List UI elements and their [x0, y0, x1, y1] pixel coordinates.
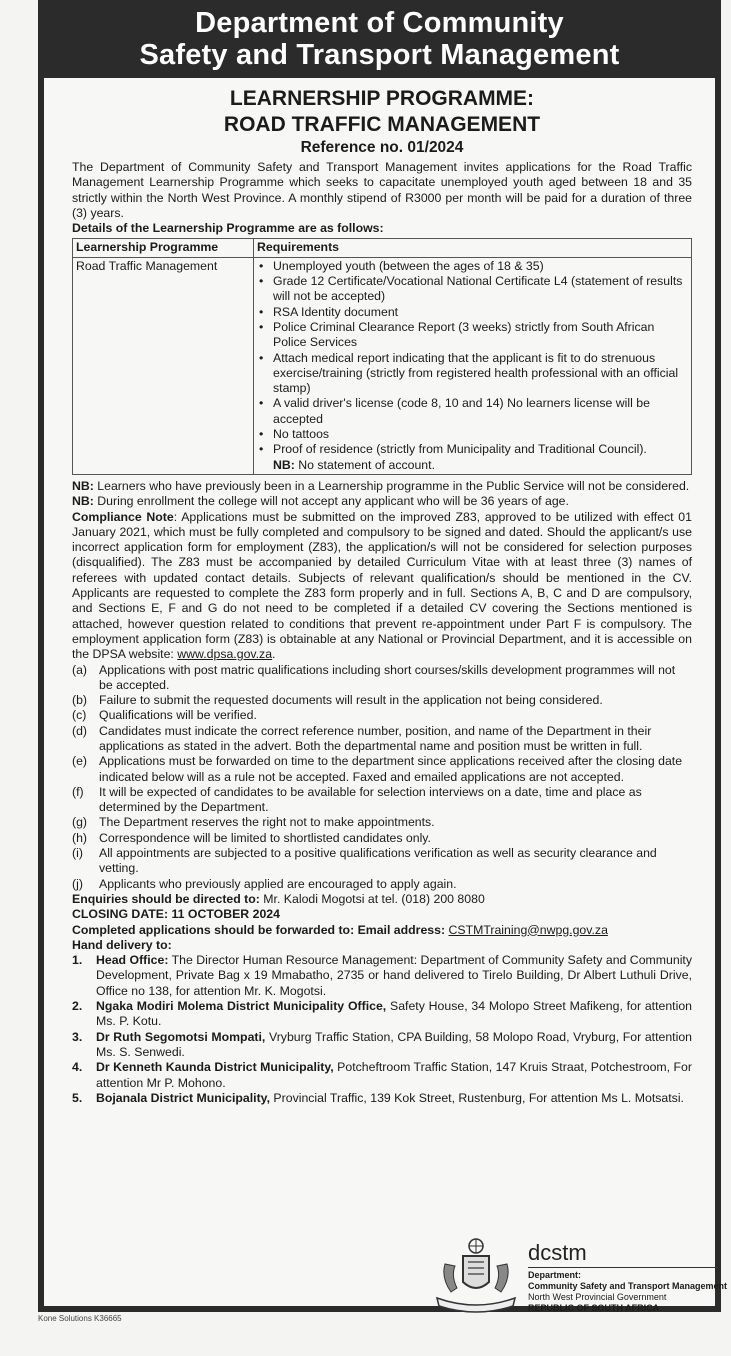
requirement-item: • Grade 12 Certificate/Vocational National Certificate L4 (statement of results will not be accepted) — [273, 274, 688, 305]
office-details: The Director Human Resource Management: Department of Community Safety and Community Development, Private Bag x 19 Mmabatho, 2735 or hand delivered to Tirelo Building, Dr Albert Luthuli Drive, Office no 138, for attention Mr. K. Mogotsi. — [96, 953, 692, 998]
requirements-cell — [254, 257, 692, 474]
condition-marker: (a) — [72, 662, 88, 677]
offices-list — [72, 953, 692, 1106]
requirement-item: • No tattoos — [273, 427, 688, 442]
table-header-row — [73, 239, 692, 257]
compliance-end: . — [272, 647, 276, 662]
condition-text: The Department reserves the right not to make appointments. — [99, 815, 435, 830]
note-text: No statement of account. — [294, 457, 435, 472]
dpsa-link[interactable]: www.dpsa.gov.za — [177, 647, 273, 662]
office-item — [72, 1030, 692, 1061]
nb-text: Learners who have previously been in a Learnership programme in the Public Service will not be considered. — [93, 478, 690, 493]
condition-text: Qualifications will be verified. — [99, 708, 257, 723]
condition-item — [72, 754, 692, 785]
condition-marker: (j) — [72, 876, 83, 891]
header-line-1: Department of Community — [195, 7, 564, 39]
condition-item — [72, 877, 692, 892]
requirements-note — [257, 458, 688, 473]
header-line-2: Safety and Transport Management — [139, 39, 620, 71]
office-name: Dr Kenneth Kaunda District Municipality, — [96, 1060, 334, 1075]
requirement-item: • Proof of residence (strictly from Municipality and Traditional Council). — [273, 442, 688, 457]
condition-text: Applications must be forwarded on time to the department since applications received after the closing date indicated below will as a rule not be accepted. Faxed and emailed applications are not accepted. — [99, 754, 683, 784]
nb-label: NB: — [72, 494, 94, 509]
office-name: Bojanala District Municipality, — [96, 1090, 271, 1105]
nb-text: During enrollment the college will not accept any applicant who will be 36 years of age. — [93, 494, 569, 509]
advert-body — [72, 86, 692, 1106]
office-marker: 1. — [72, 953, 83, 968]
details-heading: Details of the Learnership Programme are as follows: — [72, 221, 384, 236]
office-item — [72, 999, 692, 1030]
condition-marker: (e) — [72, 754, 88, 769]
office-item — [72, 953, 692, 999]
compliance-label: Compliance Note — [72, 509, 174, 524]
condition-marker: (c) — [72, 708, 87, 723]
office-marker: 3. — [72, 1029, 83, 1044]
office-name: Dr Ruth Segomotsi Mompati, — [96, 1029, 266, 1044]
condition-marker: (f) — [72, 784, 84, 799]
brand-department-label: Department: — [528, 1270, 582, 1280]
note-label: NB: — [273, 457, 295, 472]
office-details: Safety House, 34 Molopo Street Mafikeng, for attention Ms. P. Kotu. — [96, 999, 693, 1029]
condition-marker: (b) — [72, 693, 88, 708]
requirement-item: • Attach medical report indicating that the applicant is fit to do strenuous exercise/training (strictly from registered health professional with an official stamp) — [273, 351, 688, 397]
office-text — [96, 1060, 692, 1091]
programme-title-1: LEARNERSHIP PROGRAMME: — [229, 87, 535, 110]
condition-text: All appointments are subjected to a positive qualifications verification as well as security clearance and vetting. — [99, 846, 657, 876]
office-details: Vryburg Traffic Station, CPA Building, 58 Molopo Road, Vryburg, For attention Ms. S. Senwedi. — [96, 1029, 692, 1059]
condition-marker: (g) — [72, 815, 88, 830]
department-header — [38, 0, 721, 78]
condition-text: Applications with post matric qualifications including short courses/skills development programmes will not be accepted. — [99, 662, 676, 692]
brand-department-name: Community Safety and Transport Management — [528, 1281, 728, 1291]
compliance-text: : Applications must be submitted on the improved Z83, approved to be utilized with effect 01 January 2021, which must be fully completed and compulsory to be signed and dated. Should the applicant/s use incorrect application form for employment (Z83), the application/s will not be considered for selection purposes (disqualified). The Z83 must be accompanied by detailed Curriculum Vitae with at least three (3) names of referees with updated contact details. Subjects of relevant qualification/s should be mentioned in the CV. Applicants are requested to complete the Z83 form properly and in full. Sections A, B, C and D are compulsory, and Sections E, F and G do not need to be completed if a detailed CV covering the Sections mentioned is attached, however question related to conditions that prevent re-appointment under Part F is compulsory. The employment application form (Z83) is obtainable at any National or Provincial Department, and it is accessible on the DPSA website: — [72, 509, 692, 662]
condition-text: Failure to submit the requested documents will result in the application not being considered. — [99, 693, 603, 708]
email-link[interactable]: CSTMTraining@nwpg.gov.za — [448, 922, 608, 937]
forward-label: Completed applications should be forwarded to: Email address: — [72, 922, 449, 937]
requirement-item: • RSA Identity document — [273, 305, 688, 320]
condition-text: It will be expected of candidates to be available for selection interviews on a date, time and place as determined by the Department. — [99, 784, 642, 815]
advert-frame — [38, 78, 721, 1312]
condition-marker: (d) — [72, 723, 88, 738]
programme-title-2: ROAD TRAFFIC MANAGEMENT — [223, 113, 541, 136]
brand-government: North West Provincial Government — [528, 1292, 667, 1302]
condition-item — [72, 724, 692, 755]
brand-logo-text: dcstm — [528, 1240, 587, 1265]
condition-item — [72, 708, 692, 723]
compliance-note — [72, 510, 692, 663]
office-marker: 4. — [72, 1060, 83, 1075]
condition-marker: (i) — [72, 846, 83, 861]
intro-paragraph: The Department of Community Safety and Transport Management invites applications for the Road Traffic Management Learnership Programme which seeks to capacitate unemployed youth aged between 18 and 35 strictly within the North West Province. A monthly stipend of R3000 per month will be paid for a duration of three (3) years. — [72, 160, 692, 220]
column-header-programme: Learnership Programme — [73, 239, 254, 257]
nb-label: NB: — [72, 478, 94, 493]
reference-number: Reference no. 01/2024 — [300, 139, 464, 156]
dcstm-brand — [528, 1240, 731, 1314]
nb-previous-learners — [72, 479, 692, 494]
office-text — [96, 953, 692, 999]
print-credit: Kone Solutions K36665 — [38, 1314, 122, 1323]
enquiries — [72, 892, 692, 907]
conditions-list — [72, 663, 692, 892]
condition-text: Correspondence will be limited to shortlisted candidates only. — [99, 830, 431, 845]
office-text — [96, 1030, 692, 1061]
office-marker: 5. — [72, 1090, 83, 1105]
hand-delivery-heading: Hand delivery to: — [72, 937, 172, 952]
requirements-table — [72, 238, 692, 474]
condition-text: Applicants who previously applied are encouraged to apply again. — [99, 876, 457, 891]
condition-item — [72, 785, 692, 816]
coat-of-arms-icon — [433, 1236, 519, 1314]
enquiries-text: Mr. Kalodi Mogotsi at tel. (018) 200 8080 — [259, 891, 485, 906]
requirement-item: • A valid driver's license (code 8, 10 and 14) No learners license will be accepted — [273, 396, 688, 427]
condition-text: Candidates must indicate the correct reference number, position, and name of the Department in their applications as stated in the advert. Both the departmental name and position must be written in full. — [99, 723, 652, 753]
programme-cell: Road Traffic Management — [73, 257, 254, 474]
office-marker: 2. — [72, 999, 83, 1014]
column-header-requirements: Requirements — [254, 239, 692, 257]
office-text — [96, 999, 692, 1030]
brand-divider — [528, 1267, 718, 1268]
forward-address — [72, 923, 692, 938]
closing-date: CLOSING DATE: 11 OCTOBER 2024 — [72, 907, 280, 922]
office-details: Potcheftroom Traffic Station, 147 Kruis Straat, Potchestroom, For attention Mr P. Mohono. — [96, 1060, 692, 1090]
enquiries-label: Enquiries should be directed to: — [72, 891, 260, 906]
office-name: Ngaka Modiri Molema District Municipality Office, — [96, 999, 387, 1014]
nb-age-limit — [72, 494, 692, 509]
condition-item — [72, 815, 692, 830]
requirements-list — [257, 259, 688, 458]
office-name: Head Office: — [96, 953, 169, 968]
office-item — [72, 1091, 692, 1106]
condition-marker: (h) — [72, 830, 88, 845]
condition-item — [72, 831, 692, 846]
table-row — [73, 257, 692, 474]
requirement-item: • Police Criminal Clearance Report (3 weeks) strictly from South African Police Services — [273, 320, 688, 351]
condition-item — [72, 693, 692, 708]
office-item — [72, 1060, 692, 1091]
office-text — [96, 1091, 692, 1106]
requirement-item: • Unemployed youth (between the ages of 18 & 35) — [273, 259, 688, 274]
condition-item — [72, 663, 692, 694]
condition-item — [72, 846, 692, 877]
brand-country: REPUBLIC OF SOUTH AFRICA — [528, 1303, 660, 1313]
office-details: Provincial Traffic, 139 Kok Street, Rustenburg, For attention Ms L. Motsatsi. — [270, 1090, 684, 1105]
